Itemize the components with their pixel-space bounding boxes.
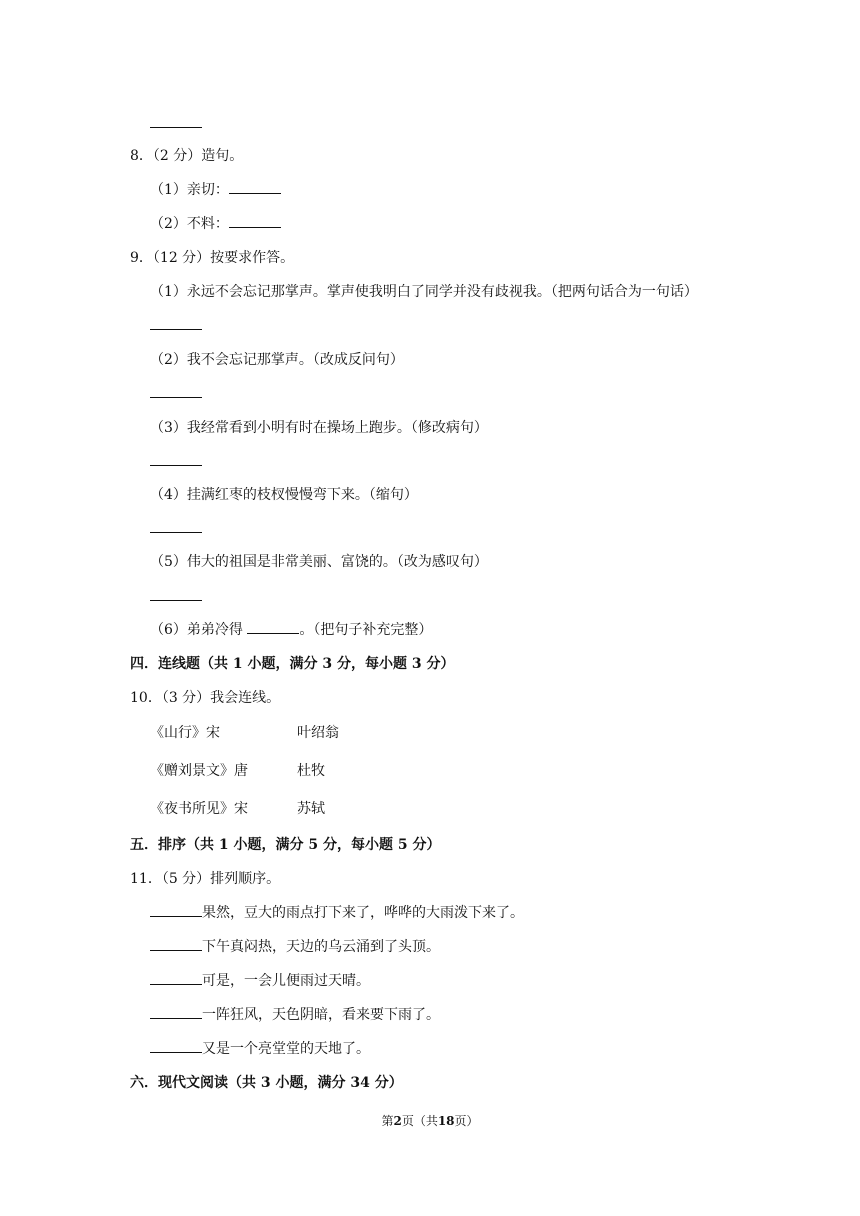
answer-blank bbox=[150, 600, 202, 601]
page-footer bbox=[0, 1112, 860, 1129]
question-11-title: 11．（5 分）排列顺序。 bbox=[130, 871, 281, 887]
question-8-title: 8．（2 分）造句。 bbox=[130, 148, 244, 164]
footer-middle: 页（共 bbox=[401, 1114, 438, 1128]
item-suffix: 。（把句子补充完整） bbox=[299, 622, 433, 638]
order-text: 一阵狂风，天色阴暗，看来要下雨了。 bbox=[202, 1007, 440, 1023]
item-prefix: （6）弟弟冷得 bbox=[150, 622, 243, 638]
question-9-item-5: （5）伟大的祖国是非常美丽、富饶的。（改为感叹句） bbox=[150, 554, 488, 570]
match-left-3: 《夜书所见》宋 bbox=[150, 801, 248, 817]
item-label: （1）亲切： bbox=[150, 182, 229, 198]
answer-blank bbox=[150, 532, 202, 533]
question-9-item-4: （4）挂满红枣的枝杈慢慢弯下来。（缩句） bbox=[150, 487, 418, 503]
answer-blank bbox=[150, 1006, 202, 1019]
section-6-heading: 六．现代文阅读（共 3 小题，满分 34 分） bbox=[130, 1075, 403, 1091]
answer-blank bbox=[150, 938, 202, 951]
answer-blank bbox=[247, 621, 299, 634]
match-right-2: 杜牧 bbox=[297, 763, 325, 779]
section-5-heading: 五．排序（共 1 小题，满分 5 分，每小题 5 分） bbox=[130, 837, 441, 853]
order-item-5 bbox=[150, 1040, 370, 1058]
order-item-3 bbox=[150, 972, 370, 990]
order-item-4 bbox=[150, 1006, 440, 1024]
section-4-heading: 四．连线题（共 1 小题，满分 3 分，每小题 3 分） bbox=[130, 656, 455, 672]
answer-blank bbox=[150, 465, 202, 466]
order-text: 可是，一会儿便雨过天晴。 bbox=[202, 973, 370, 989]
order-text: 下午真闷热，天边的乌云涌到了头顶。 bbox=[202, 939, 440, 955]
answer-blank bbox=[150, 397, 202, 398]
footer-total-pages: 18 bbox=[437, 1114, 455, 1128]
question-9-item-2: （2）我不会忘记那掌声。（改成反问句） bbox=[150, 352, 404, 368]
order-text: 果然，豆大的雨点打下来了，哗哗的大雨泼下来了。 bbox=[202, 905, 524, 921]
question-9-item-1: （1）永远不会忘记那掌声。掌声使我明白了同学并没有歧视我。（把两句话合为一句话） bbox=[150, 284, 698, 300]
question-9-item-6 bbox=[150, 621, 432, 639]
question-8-item-2 bbox=[150, 215, 281, 233]
item-label: （2）不料： bbox=[150, 216, 229, 232]
match-left-1: 《山行》宋 bbox=[150, 725, 220, 741]
match-right-3: 苏轼 bbox=[297, 801, 325, 817]
answer-blank bbox=[150, 1040, 202, 1053]
answer-blank bbox=[229, 215, 281, 228]
question-9-title: 9．（12 分）按要求作答。 bbox=[130, 250, 295, 266]
footer-prefix: 第 bbox=[381, 1114, 394, 1128]
match-right-1: 叶绍翁 bbox=[297, 725, 339, 741]
answer-blank bbox=[150, 127, 202, 128]
answer-blank bbox=[229, 181, 281, 194]
order-item-1 bbox=[150, 904, 524, 922]
question-8-item-1 bbox=[150, 181, 281, 199]
match-left-2: 《赠刘景文》唐 bbox=[150, 763, 248, 779]
question-9-item-3: （3）我经常看到小明有时在操场上跑步。（修改病句） bbox=[150, 420, 488, 436]
answer-blank bbox=[150, 329, 202, 330]
footer-page-number: 2 bbox=[393, 1114, 402, 1128]
question-10-title: 10．（3 分）我会连线。 bbox=[130, 690, 281, 706]
answer-blank bbox=[150, 904, 202, 917]
order-item-2 bbox=[150, 938, 440, 956]
answer-blank bbox=[150, 972, 202, 985]
order-text: 又是一个亮堂堂的天地了。 bbox=[202, 1041, 370, 1057]
footer-suffix: 页） bbox=[454, 1114, 479, 1128]
